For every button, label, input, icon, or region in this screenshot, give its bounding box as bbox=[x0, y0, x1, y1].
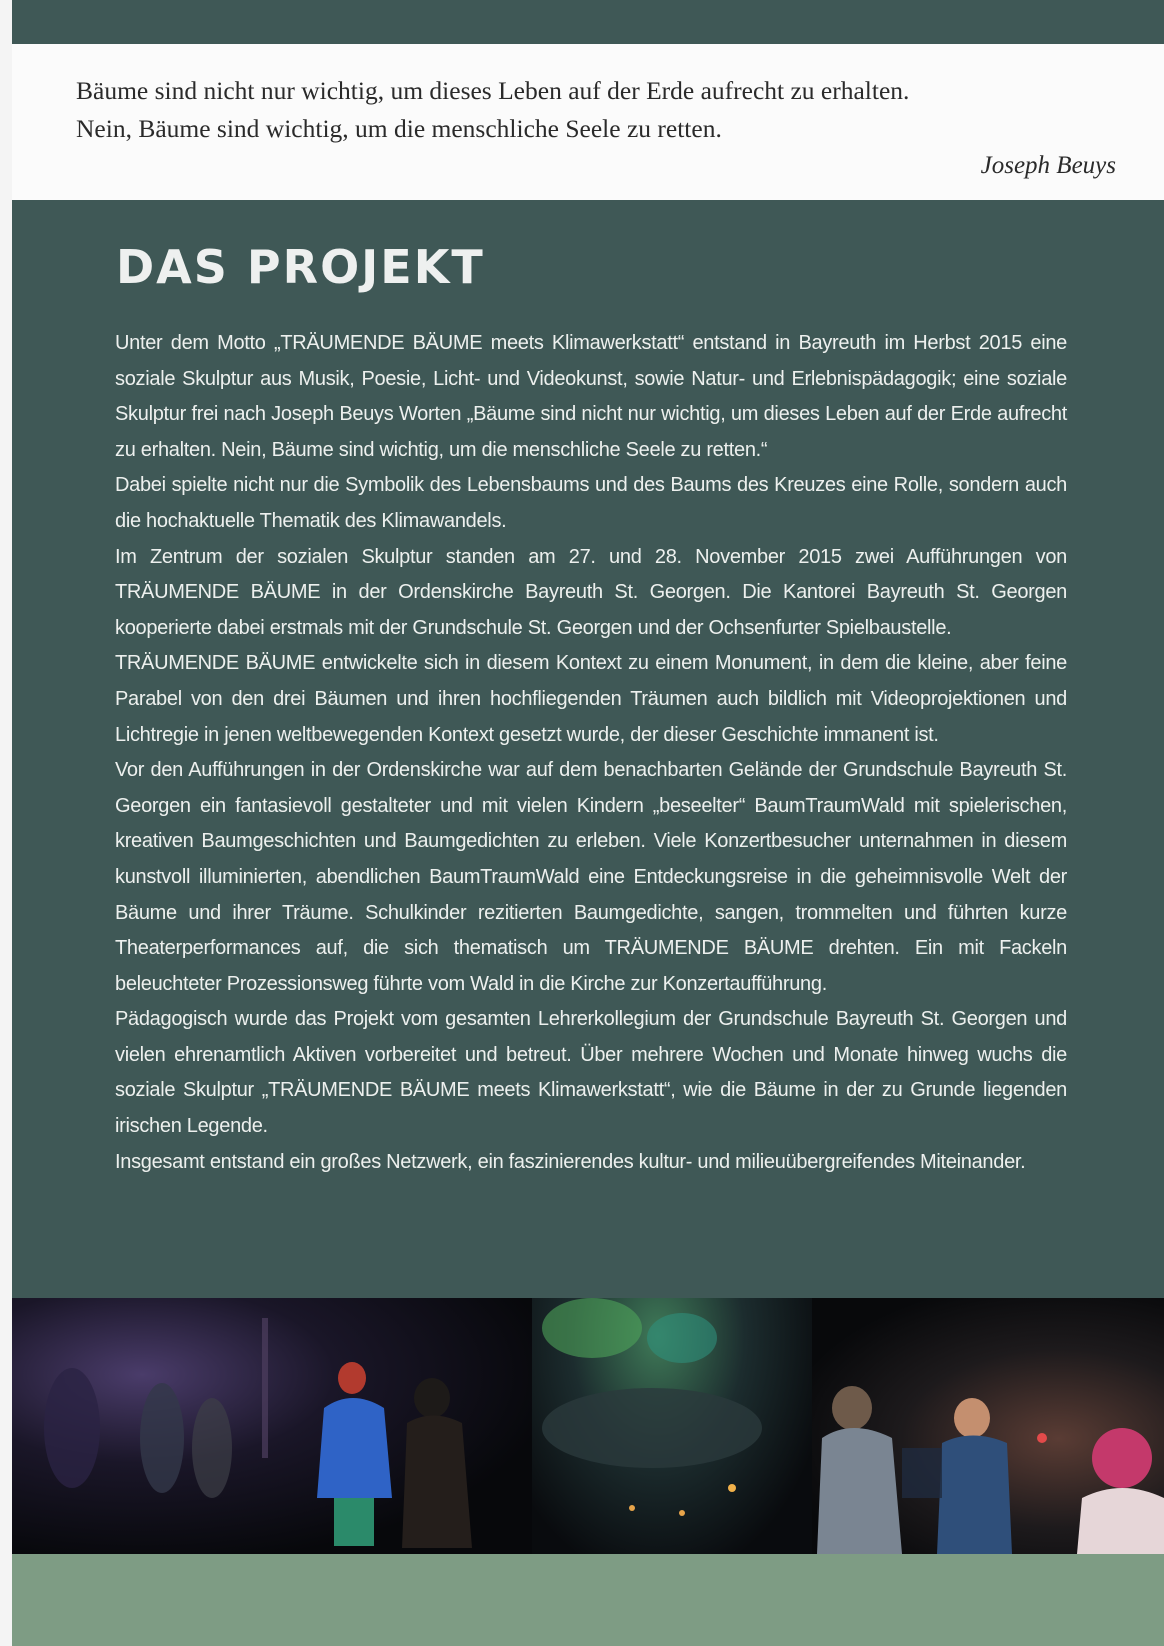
event-photo-projection bbox=[532, 1298, 812, 1554]
section-title: DAS PROJEKT bbox=[116, 240, 485, 294]
paragraph: Insgesamt entstand ein großes Netzwerk, ein faszinierendes kultur- und milieuübergreifendes Miteinander. bbox=[115, 1150, 1026, 1173]
project-panel bbox=[12, 200, 1164, 1298]
quote-line-1: Bäume sind nicht nur wichtig, um dieses Leben auf der Erde aufrecht zu erhalten. bbox=[76, 76, 910, 105]
event-photo-night-forest bbox=[12, 1298, 532, 1554]
event-photo-children bbox=[812, 1298, 1164, 1554]
paragraph: TRÄUMENDE BÄUME entwickelte sich in diesem Kontext zu einem Monument, in dem die kleine, aber feine Parabel von den drei Bäumen und ihren hochfliegenden Träumen auch bildlich mit Videoprojektionen und Lichtregie in jenen weltbewegenden Kontext gesetzt wurde, der dieser Geschichte immanent ist. bbox=[115, 652, 1067, 746]
quote-box bbox=[12, 44, 1164, 200]
quote-line-2: Nein, Bäume sind wichtig, um die menschliche Seele zu retten. bbox=[76, 114, 722, 143]
project-body bbox=[115, 326, 1067, 1180]
paragraph: Vor den Aufführungen in der Ordenskirche war auf dem benachbarten Gelände der Grundschule Bayreuth St. Georgen ein fantasievoll gestalteter und mit vielen Kindern „beseelter“ BaumTraumWald mit spielerischen, kreativen Baumgeschichten und Baumgedichten zu erleben. Viele Konzertbesucher unternahmen in diesem kunstvoll illuminierten, abendlichen BaumTraumWald eine Entdeckungsreise in die geheimnisvolle Welt der Bäume und ihrer Träume. Schulkinder rezitierten Baumgedichte, sangen, trommelten und führten kurze Theaterperformances auf, die sich thematisch um TRÄUMENDE BÄUME drehten. Ein mit Fackeln beleuchteter Prozessionsweg führte vom Wald in die Kirche zur Konzertaufführung. bbox=[115, 759, 1067, 995]
paragraph: Pädagogisch wurde das Projekt vom gesamten Lehrerkollegium der Grundschule Bayreuth St. Georgen und vielen ehrenamtlich Aktiven vorbereitet und betreut. Über mehrere Wochen und Monate hinweg wuchs die soziale Skulptur „TRÄUMENDE BÄUME meets Klimawerkstatt“, wie die Bäume in der zu Grunde liegenden irischen Legende. bbox=[115, 1008, 1067, 1138]
bottom-band bbox=[12, 1554, 1164, 1646]
paragraph: Im Zentrum der sozialen Skulptur standen am 27. und 28. November 2015 zwei Aufführungen von TRÄUMENDE BÄUME in der Ordenskirche Bayreuth St. Georgen. Die Kantorei Bayreuth St. Georgen kooperierte dabei erstmals mit der Grundschule St. Georgen und der Ochsenfurter Spielbaustelle. bbox=[115, 545, 1067, 639]
quote-author: Joseph Beuys bbox=[980, 152, 1116, 179]
paragraph: Dabei spielte nicht nur die Symbolik des Lebensbaums und des Baums des Kreuzes eine Rolle, sondern auch die hochaktuelle Thematik des Klimawandels. bbox=[115, 474, 1067, 532]
photo-strip bbox=[12, 1298, 1164, 1554]
paragraph: Unter dem Motto „TRÄUMENDE BÄUME meets Klimawerkstatt“ entstand in Bayreuth im Herbst 2015 eine soziale Skulptur aus Musik, Poesie, Licht- und Videokunst, sowie Natur- und Erlebnispädagogik; eine soziale Skulptur frei nach Joseph Beuys Worten „Bäume sind nicht nur wichtig, um dieses Leben auf der Erde aufrecht zu erhalten. Nein, Bäume sind wichtig, um die menschliche Seele zu retten.“ bbox=[115, 332, 1067, 461]
top-band bbox=[12, 0, 1164, 44]
quote-text bbox=[76, 72, 1136, 148]
